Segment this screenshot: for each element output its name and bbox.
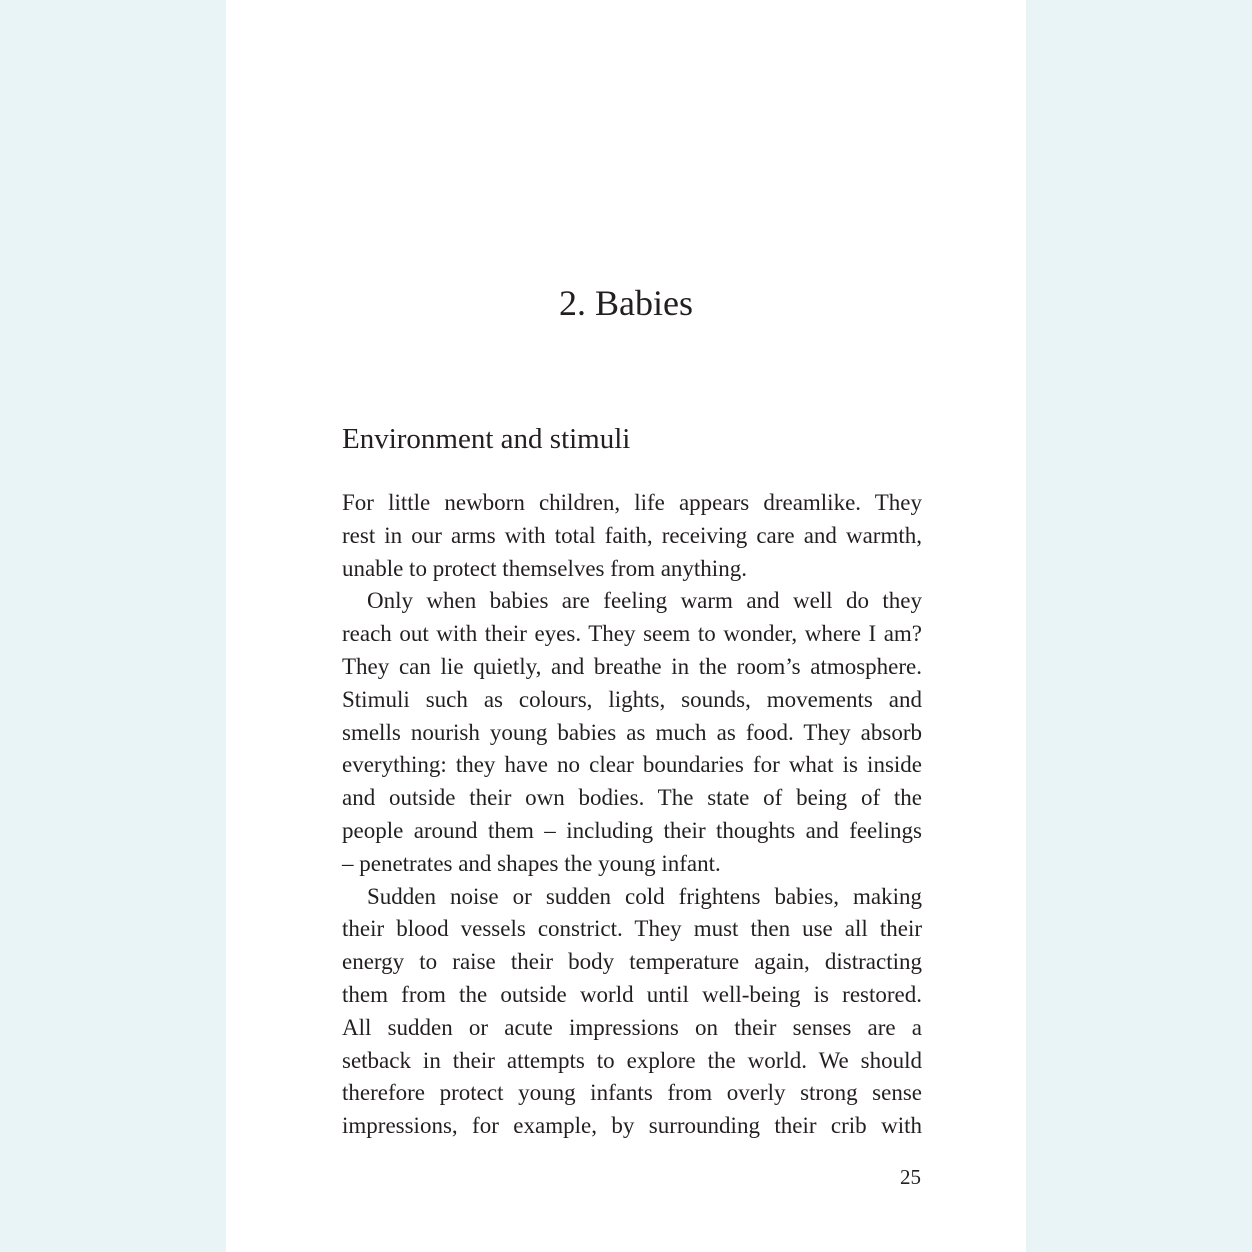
text-line: everything: they have no clear boundaries for what is inside <box>342 752 922 778</box>
text-line: smells nourish young babies as much as food. They absorb <box>342 719 922 745</box>
text-line: Only when babies are feeling warm and well do they <box>367 588 922 614</box>
text-line: For little newborn children, life appears dreamlike. They <box>342 490 922 515</box>
text-line: energy to raise their body temperature again, distracting <box>342 949 922 975</box>
text-line: – penetrates and shapes the young infant. <box>342 850 721 876</box>
text-line: therefore protect young infants from overly strong sense <box>342 1080 922 1106</box>
text-line: people around them – including their thoughts and feelings <box>342 817 922 843</box>
text-line: impressions, for example, by surrounding their crib with <box>342 1113 922 1139</box>
text-line: their blood vessels constrict. They must then use all their <box>342 916 922 942</box>
text-line: Sudden noise or sudden cold frightens babies, making <box>367 883 922 909</box>
text-line: them from the outside world until well-being is restored. <box>342 981 922 1007</box>
text-line: They can lie quietly, and breathe in the room’s atmosphere. <box>342 653 922 679</box>
page-number: 25 <box>900 1165 921 1189</box>
text-line: reach out with their eyes. They seem to wonder, where I am? <box>342 621 922 647</box>
text-line: All sudden or acute impressions on their senses are a <box>342 1014 922 1040</box>
text-line: unable to protect themselves from anything. <box>342 555 747 581</box>
body-text <box>342 487 922 1143</box>
chapter-title: 2. Babies <box>559 283 693 323</box>
book-page <box>226 0 1026 1252</box>
section-heading: Environment and stimuli <box>342 423 631 455</box>
text-line: Stimuli such as colours, lights, sounds, movements and <box>342 686 922 712</box>
text-line: setback in their attempts to explore the world. We should <box>342 1047 922 1073</box>
text-line: and outside their own bodies. The state of being of the <box>342 785 922 811</box>
text-line: rest in our arms with total faith, receiving care and warmth, <box>342 522 922 548</box>
